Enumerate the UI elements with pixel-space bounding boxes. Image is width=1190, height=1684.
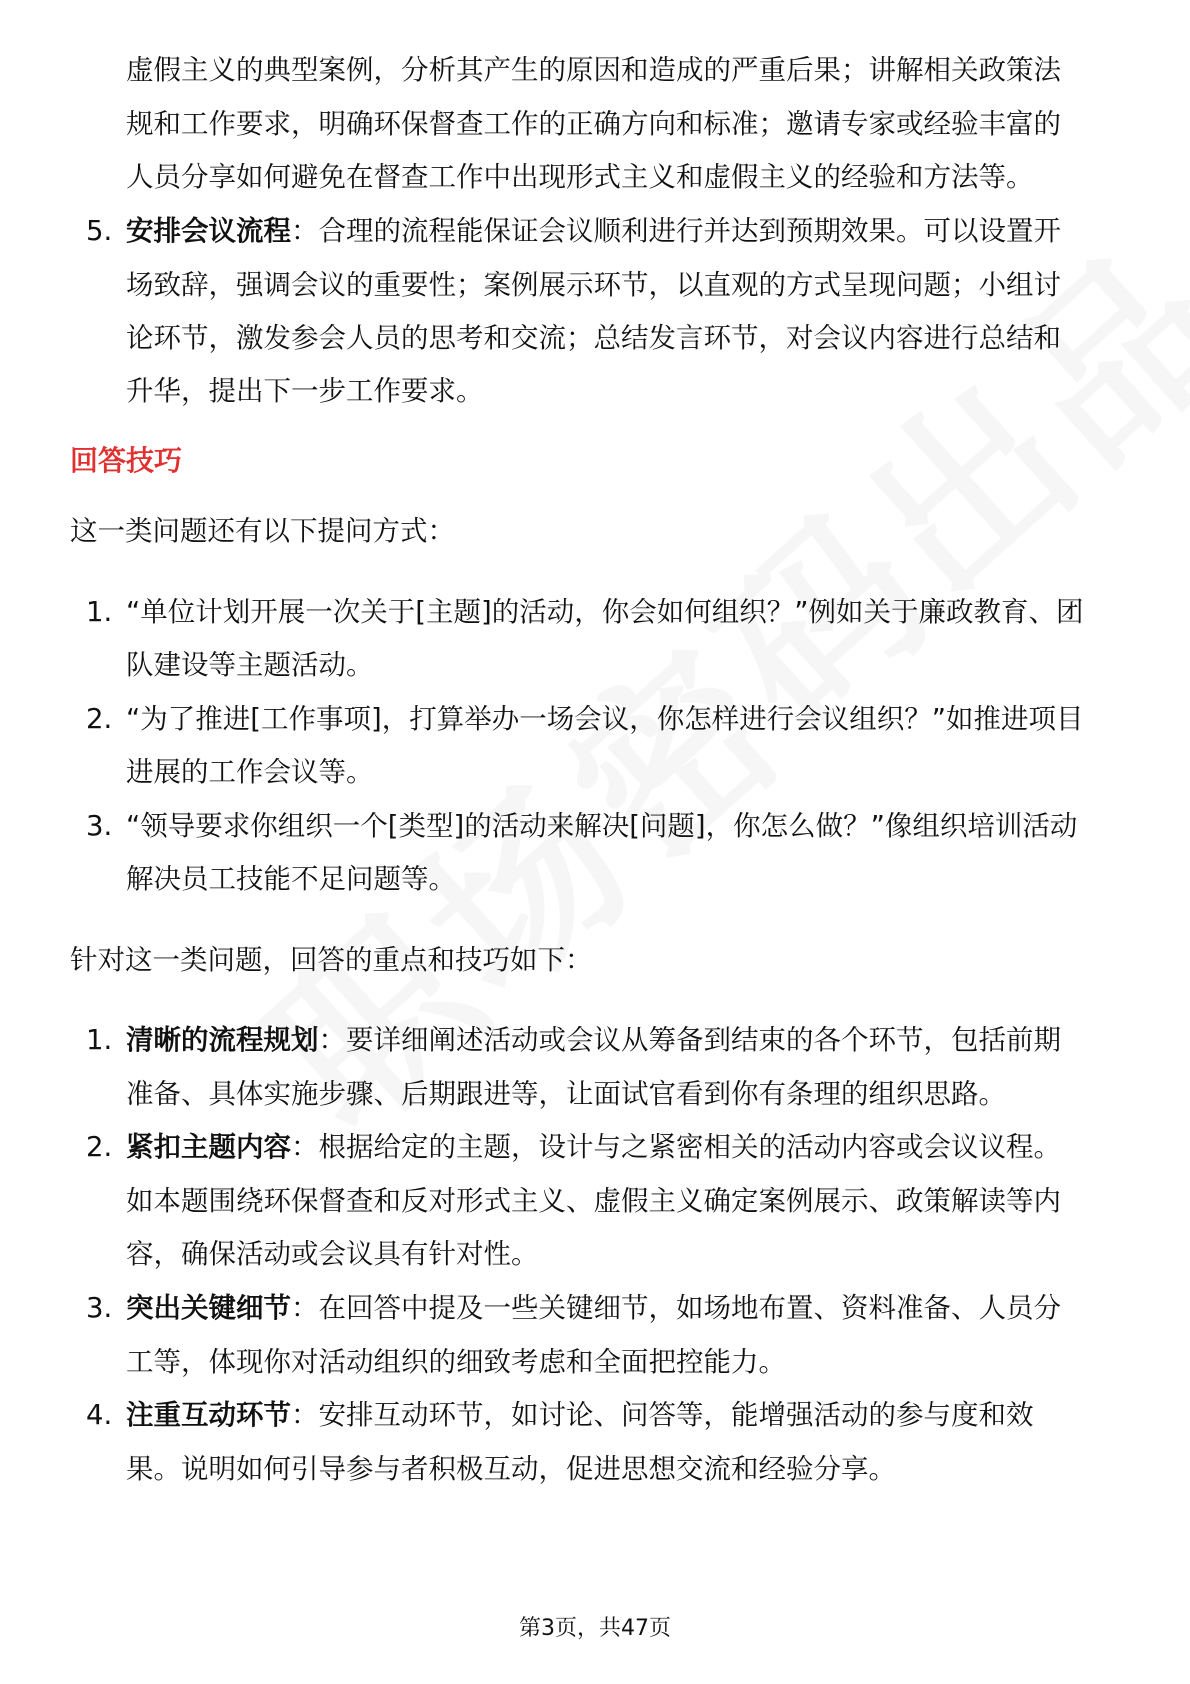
- list-number: 1.: [86, 596, 113, 628]
- list-item-line: 场致辞，强调会议的重要性；案例展示环节，以直观的方式呈现问题；小组讨: [126, 269, 1061, 301]
- item-text: ：根据给定的主题，设计与之紧密相关的活动内容或会议议程。: [291, 1131, 1061, 1163]
- list-item-first-line: [126, 211, 1061, 251]
- continuation-line: 虚假主义的典型案例，分析其产生的原因和造成的严重后果；讲解相关政策法: [126, 54, 1061, 86]
- list-number: 5.: [86, 215, 113, 247]
- question-line: 解决员工技能不足问题等。: [126, 863, 456, 895]
- item-title: 突出关键细节: [126, 1292, 291, 1324]
- continuation-line: 规和工作要求，明确环保督查工作的正确方向和标准；邀请专家或经验丰富的: [126, 108, 1061, 140]
- question-line: “单位计划开展一次关于[主题]的活动，你会如何组织？”例如关于廉政教育、团: [126, 596, 1084, 628]
- list-item-line: 工等，体现你对活动组织的细致考虑和全面把控能力。: [126, 1346, 786, 1378]
- list-item-first-line: [126, 1127, 1061, 1167]
- page-footer: 第3页，共47页: [519, 1616, 671, 1641]
- intro-paragraph: 这一类问题还有以下提问方式：: [70, 515, 455, 547]
- item-text: ：安排互动环节，如讨论、问答等，能增强活动的参与度和效: [291, 1399, 1034, 1431]
- question-line: “领导要求你组织一个[类型]的活动来解决[问题]，你怎么做？”像组织培训活动: [126, 810, 1078, 842]
- continuation-line: 人员分享如何避免在督查工作中出现形式主义和虚假主义的经验和方法等。: [126, 161, 1034, 193]
- question-line: 队建设等主题活动。: [126, 649, 374, 681]
- list-number: 2.: [86, 703, 113, 735]
- list-item-first-line: [126, 1288, 1061, 1328]
- list-number: 3.: [86, 810, 113, 842]
- list-number: 3.: [86, 1292, 113, 1324]
- list-number: 4.: [86, 1399, 113, 1431]
- list-item-line: 升华，提出下一步工作要求。: [126, 375, 484, 407]
- item-text: ：要详细阐述活动或会议从筹备到结束的各个环节，包括前期: [318, 1024, 1061, 1056]
- intro-paragraph: 针对这一类问题，回答的重点和技巧如下：: [70, 944, 593, 976]
- item-text: ：在回答中提及一些关键细节，如场地布置、资料准备、人员分: [291, 1292, 1061, 1324]
- list-item-line: 论环节，激发参会人员的思考和交流；总结发言环节，对会议内容进行总结和: [126, 322, 1061, 354]
- item-text: ：合理的流程能保证会议顺利进行并达到预期效果。可以设置开: [291, 215, 1061, 247]
- list-item-first-line: [126, 1395, 1034, 1435]
- item-title: 清晰的流程规划: [126, 1024, 319, 1056]
- list-number: 1.: [86, 1024, 113, 1056]
- list-item-first-line: [126, 1020, 1061, 1060]
- item-title: 紧扣主题内容: [126, 1131, 291, 1163]
- section-heading: 回答技巧: [70, 444, 183, 477]
- list-item-line: 如本题围绕环保督查和反对形式主义、虚假主义确定案例展示、政策解读等内: [126, 1185, 1061, 1217]
- list-item-line: 准备、具体实施步骤、后期跟进等，让面试官看到你有条理的组织思路。: [126, 1078, 1006, 1110]
- list-item-line: 果。说明如何引导参与者积极互动，促进思想交流和经验分享。: [126, 1453, 896, 1485]
- question-line: 进展的工作会议等。: [126, 756, 374, 788]
- list-number: 2.: [86, 1131, 113, 1163]
- question-line: “为了推进[工作事项]，打算举办一场会议，你怎样进行会议组织？”如推进项目: [126, 703, 1084, 735]
- item-title: 注重互动环节: [126, 1399, 291, 1431]
- item-title: 安排会议流程: [126, 215, 291, 247]
- list-item-line: 容，确保活动或会议具有针对性。: [126, 1238, 539, 1270]
